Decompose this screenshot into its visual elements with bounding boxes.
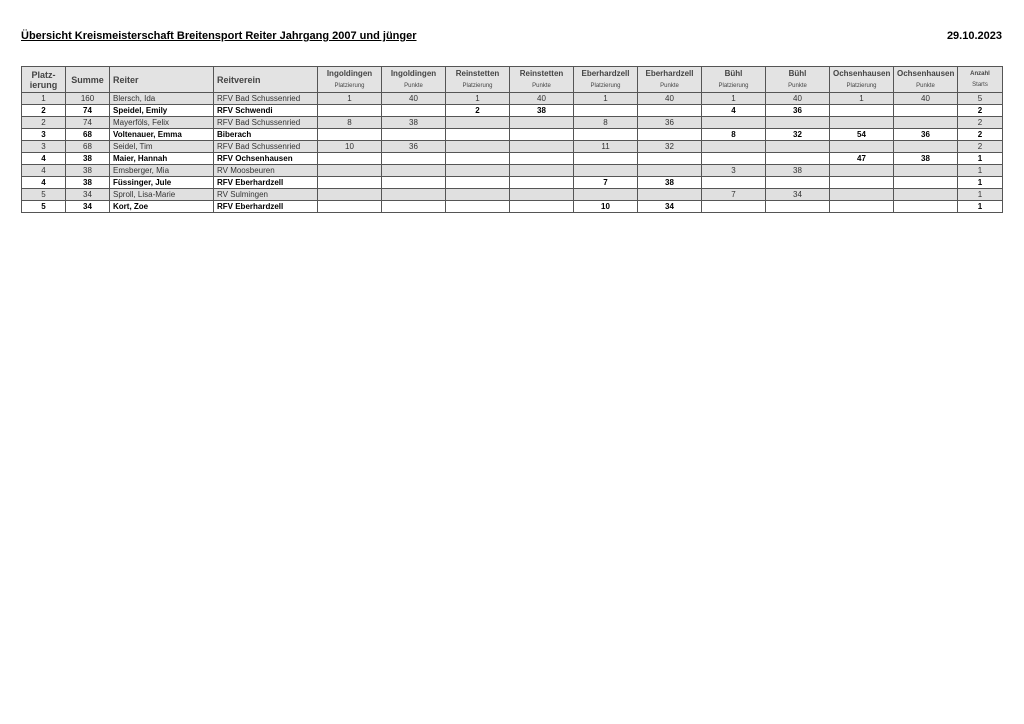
placement-cell	[318, 153, 382, 165]
table-row	[22, 129, 1003, 141]
table-row	[22, 117, 1003, 129]
event-points-label: Punkte	[660, 82, 679, 89]
event-place-label: Platzierung	[590, 82, 621, 89]
event-place-label: Platzierung	[334, 82, 365, 89]
event-name: Ingoldingen	[390, 68, 437, 78]
points-cell	[382, 189, 446, 201]
points-cell: 38	[382, 117, 446, 129]
points-cell: 32	[766, 129, 830, 141]
table-row	[22, 189, 1003, 201]
starts-cell: 1	[958, 153, 1003, 165]
placement-cell	[446, 153, 510, 165]
placement-cell	[702, 117, 766, 129]
placement-cell: 1	[702, 93, 766, 105]
placement-cell	[702, 201, 766, 213]
placement-cell	[318, 177, 382, 189]
points-cell	[510, 177, 574, 189]
document-date: 29.10.2023	[946, 30, 1002, 42]
placement-cell	[574, 165, 638, 177]
placement-cell	[318, 165, 382, 177]
event-name: Reinstetten	[519, 68, 564, 78]
sum-cell: 34	[66, 189, 110, 201]
starts-cell: 2	[958, 129, 1003, 141]
points-cell: 32	[638, 141, 702, 153]
header-club: Reitverein	[214, 67, 318, 93]
event-name: Eberhardzell	[581, 68, 630, 78]
table-row	[22, 141, 1003, 153]
header-event-place	[702, 67, 766, 93]
points-cell	[638, 105, 702, 117]
sum-cell: 74	[66, 117, 110, 129]
points-cell	[510, 117, 574, 129]
table-row	[22, 105, 1003, 117]
placement-cell	[702, 153, 766, 165]
header-starts-top: Anzahl	[970, 71, 990, 77]
placement-cell: 3	[702, 165, 766, 177]
sum-cell: 160	[66, 93, 110, 105]
points-cell	[894, 165, 958, 177]
placement-cell: 11	[574, 141, 638, 153]
placement-cell	[574, 105, 638, 117]
points-cell: 38	[510, 105, 574, 117]
placement-cell: 8	[318, 117, 382, 129]
event-name: Ochsenhausen	[897, 68, 955, 78]
placement-cell	[830, 177, 894, 189]
points-cell: 36	[638, 117, 702, 129]
event-name: Bühl	[788, 68, 807, 78]
header-sum: Summe	[66, 67, 110, 93]
event-name: Ochsenhausen	[833, 68, 891, 78]
placement-cell: 1	[830, 93, 894, 105]
table-row	[22, 177, 1003, 189]
placement-cell	[318, 129, 382, 141]
placement-cell	[446, 165, 510, 177]
event-place-label: Platzierung	[462, 82, 493, 89]
event-points-label: Punkte	[788, 82, 807, 89]
points-cell	[766, 153, 830, 165]
club-cell: RFV Bad Schussenried	[214, 93, 318, 105]
points-cell	[510, 141, 574, 153]
points-cell	[510, 153, 574, 165]
rank-cell: 3	[22, 129, 66, 141]
placement-cell: 8	[702, 129, 766, 141]
points-cell: 34	[766, 189, 830, 201]
rider-cell: Maier, Hannah	[110, 153, 214, 165]
rank-cell: 2	[22, 105, 66, 117]
rider-cell: Seidel, Tim	[110, 141, 214, 153]
placement-cell: 47	[830, 153, 894, 165]
sum-cell: 38	[66, 153, 110, 165]
rank-cell: 1	[22, 93, 66, 105]
club-cell: RV Moosbeuren	[214, 165, 318, 177]
rank-cell: 3	[22, 141, 66, 153]
points-cell	[766, 117, 830, 129]
points-cell: 38	[894, 153, 958, 165]
points-cell	[382, 165, 446, 177]
placement-cell: 1	[446, 93, 510, 105]
placement-cell: 1	[318, 93, 382, 105]
rider-cell: Blersch, Ida	[110, 93, 214, 105]
points-cell	[638, 153, 702, 165]
points-cell: 38	[766, 165, 830, 177]
rider-cell: Kort, Zoe	[110, 201, 214, 213]
points-cell: 40	[382, 93, 446, 105]
points-cell	[382, 105, 446, 117]
header-event-place	[830, 67, 894, 93]
sum-cell: 68	[66, 129, 110, 141]
points-cell	[510, 201, 574, 213]
points-cell	[382, 153, 446, 165]
results-table	[21, 66, 1003, 213]
header-event-place	[574, 67, 638, 93]
points-cell	[638, 165, 702, 177]
placement-cell	[830, 141, 894, 153]
placement-cell: 1	[574, 93, 638, 105]
header-event-points	[766, 67, 830, 93]
placement-cell: 10	[318, 141, 382, 153]
points-cell: 36	[766, 105, 830, 117]
points-cell	[766, 141, 830, 153]
placement-cell: 10	[574, 201, 638, 213]
starts-cell: 2	[958, 141, 1003, 153]
points-cell: 40	[766, 93, 830, 105]
placement-cell: 7	[574, 177, 638, 189]
points-cell	[382, 129, 446, 141]
rank-cell: 2	[22, 117, 66, 129]
table-row	[22, 153, 1003, 165]
sum-cell: 34	[66, 201, 110, 213]
rider-cell: Mayerföls, Felix	[110, 117, 214, 129]
club-cell: RFV Bad Schussenried	[214, 117, 318, 129]
club-cell: Biberach	[214, 129, 318, 141]
rank-cell: 5	[22, 189, 66, 201]
document-title: Übersicht Kreismeisterschaft Breitensport Reiter Jahrgang 2007 und jünger	[21, 30, 417, 42]
points-cell: 36	[382, 141, 446, 153]
header-rank	[22, 67, 66, 93]
header-starts	[958, 67, 1003, 93]
starts-cell: 1	[958, 201, 1003, 213]
club-cell: RFV Eberhardzell	[214, 201, 318, 213]
club-cell: RFV Bad Schussenried	[214, 141, 318, 153]
placement-cell	[446, 201, 510, 213]
points-cell	[382, 201, 446, 213]
table-header-row	[22, 67, 1003, 93]
club-cell: RFV Schwendi	[214, 105, 318, 117]
event-place-label: Platzierung	[846, 82, 877, 89]
points-cell	[894, 105, 958, 117]
points-cell: 40	[894, 93, 958, 105]
placement-cell	[574, 129, 638, 141]
points-cell	[766, 177, 830, 189]
starts-cell: 1	[958, 177, 1003, 189]
sum-cell: 74	[66, 105, 110, 117]
table-body	[22, 93, 1003, 213]
points-cell	[766, 201, 830, 213]
placement-cell	[446, 129, 510, 141]
rank-cell: 4	[22, 153, 66, 165]
placement-cell	[446, 141, 510, 153]
points-cell: 38	[638, 177, 702, 189]
points-cell: 36	[894, 129, 958, 141]
event-points-label: Punkte	[532, 82, 551, 89]
starts-cell: 2	[958, 105, 1003, 117]
points-cell	[894, 189, 958, 201]
placement-cell	[318, 105, 382, 117]
rank-cell: 5	[22, 201, 66, 213]
starts-cell: 2	[958, 117, 1003, 129]
table-row	[22, 201, 1003, 213]
placement-cell	[830, 165, 894, 177]
points-cell	[894, 141, 958, 153]
rider-cell: Emsberger, Mia	[110, 165, 214, 177]
club-cell: RFV Eberhardzell	[214, 177, 318, 189]
placement-cell	[830, 105, 894, 117]
points-cell	[510, 165, 574, 177]
header-event-points	[894, 67, 958, 93]
header-event-points	[638, 67, 702, 93]
header-event-place	[318, 67, 382, 93]
event-name: Bühl	[724, 68, 743, 78]
table-row	[22, 93, 1003, 105]
points-cell	[382, 177, 446, 189]
starts-cell: 5	[958, 93, 1003, 105]
placement-cell	[830, 189, 894, 201]
points-cell: 40	[638, 93, 702, 105]
placement-cell: 7	[702, 189, 766, 201]
placement-cell	[574, 189, 638, 201]
points-cell	[894, 177, 958, 189]
placement-cell	[702, 141, 766, 153]
rider-cell: Speidel, Emily	[110, 105, 214, 117]
starts-cell: 1	[958, 189, 1003, 201]
event-name: Reinstetten	[455, 68, 500, 78]
points-cell: 34	[638, 201, 702, 213]
placement-cell: 4	[702, 105, 766, 117]
placement-cell: 8	[574, 117, 638, 129]
points-cell	[894, 201, 958, 213]
points-cell: 40	[510, 93, 574, 105]
table-row	[22, 165, 1003, 177]
event-name: Eberhardzell	[645, 68, 694, 78]
sum-cell: 68	[66, 141, 110, 153]
placement-cell	[446, 117, 510, 129]
event-points-label: Punkte	[404, 82, 423, 89]
points-cell	[894, 117, 958, 129]
rank-cell: 4	[22, 165, 66, 177]
placement-cell	[702, 177, 766, 189]
placement-cell	[446, 189, 510, 201]
header-event-points	[510, 67, 574, 93]
sum-cell: 38	[66, 165, 110, 177]
header-rank-label: Platz- ierung	[29, 69, 58, 90]
placement-cell	[446, 177, 510, 189]
rider-cell: Füssinger, Jule	[110, 177, 214, 189]
rider-cell: Voltenauer, Emma	[110, 129, 214, 141]
rank-cell: 4	[22, 177, 66, 189]
event-name: Ingoldingen	[326, 68, 373, 78]
points-cell	[510, 129, 574, 141]
event-points-label: Punkte	[916, 82, 935, 89]
header-event-points	[382, 67, 446, 93]
placement-cell	[830, 117, 894, 129]
points-cell	[510, 189, 574, 201]
club-cell: RV Sulmingen	[214, 189, 318, 201]
event-place-label: Platzierung	[718, 82, 749, 89]
placement-cell	[830, 201, 894, 213]
header-rider: Reiter	[110, 67, 214, 93]
club-cell: RFV Ochsenhausen	[214, 153, 318, 165]
placement-cell	[574, 153, 638, 165]
sum-cell: 38	[66, 177, 110, 189]
placement-cell: 2	[446, 105, 510, 117]
placement-cell	[318, 189, 382, 201]
points-cell	[638, 129, 702, 141]
placement-cell: 54	[830, 129, 894, 141]
starts-cell: 1	[958, 165, 1003, 177]
points-cell	[638, 189, 702, 201]
header-event-place	[446, 67, 510, 93]
rider-cell: Sproll, Lisa-Marie	[110, 189, 214, 201]
placement-cell	[318, 201, 382, 213]
header-starts-bottom: Starts	[972, 82, 988, 88]
